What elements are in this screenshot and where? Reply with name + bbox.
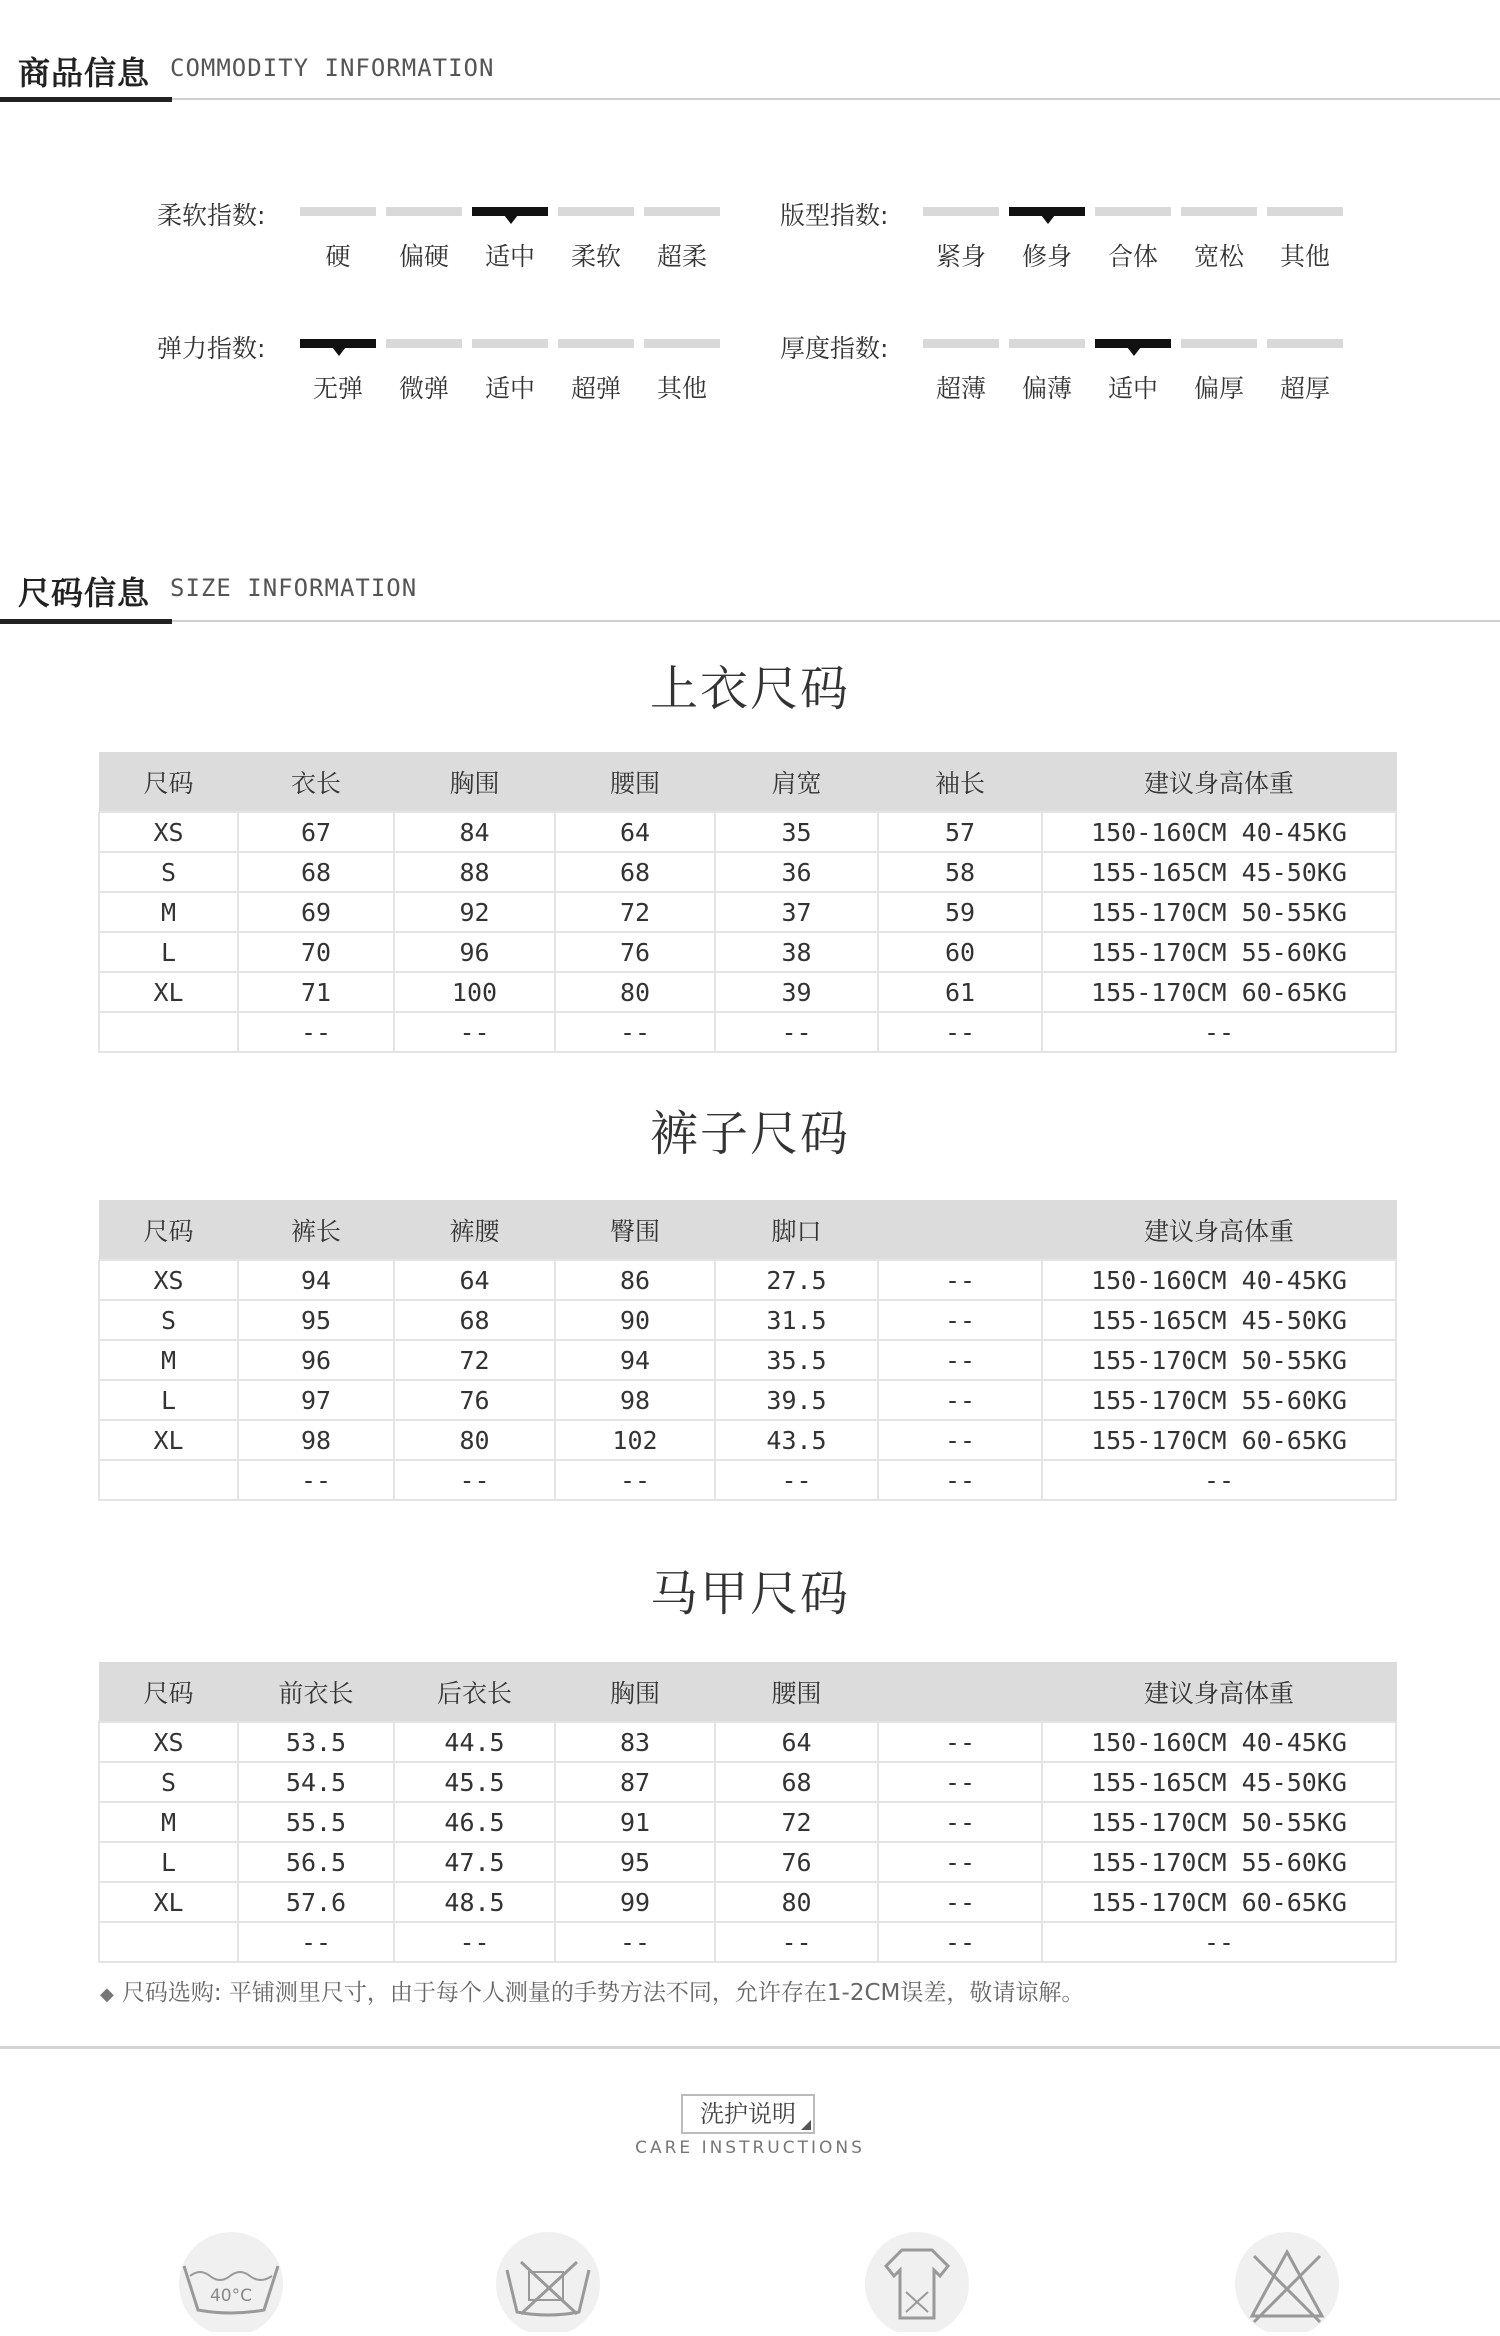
table-cell: 38 [715,932,878,972]
care-divider [0,2046,1500,2049]
table-cell: 31.5 [715,1300,878,1340]
index-scale [923,207,1353,297]
scale-segment-selected [472,207,548,216]
table-cell: 97 [238,1380,394,1420]
header-divider [0,98,1500,100]
scale-segment [386,339,462,348]
table-cell: 57.6 [238,1882,394,1922]
table-title-pants: 裤子尺码 [649,1106,850,1162]
table-cell: 84 [394,812,555,852]
table-row [99,1420,1396,1460]
table-cell: 67 [238,812,394,852]
table-row [99,892,1396,932]
scale-option-label: 紧身 [935,242,986,271]
column-header: 肩宽 [715,753,878,813]
table-cell: 64 [394,1260,555,1300]
table-cell: -- [238,1460,394,1500]
table-cell: -- [878,1340,1042,1380]
table-cell: M [99,1802,238,1842]
table-cell: 96 [238,1340,394,1380]
selected-marker-icon [332,347,346,356]
column-header: 胸围 [555,1663,715,1723]
column-header: 建议身高体重 [1042,1201,1396,1261]
table-cell: 95 [555,1842,715,1882]
table-cell: -- [394,1460,555,1500]
table-cell: -- [878,1762,1042,1802]
table-row [99,1882,1396,1922]
scale-segment-selected [1095,339,1171,348]
table-cell: 155-170CM 60-65KG [1042,972,1396,1012]
table-cell: -- [878,1842,1042,1882]
table-cell: 35 [715,812,878,852]
table-cell: -- [238,1922,394,1962]
table-cell: -- [555,1922,715,1962]
table-title-vest: 马甲尺码 [649,1566,850,1622]
scale-segment [1267,339,1343,348]
table-cell: -- [394,1922,555,1962]
table-cell: 54.5 [238,1762,394,1802]
table-cell: S [99,1300,238,1340]
scale-segment [644,207,720,216]
scale-segment [1267,207,1343,216]
table-cell: 44.5 [394,1722,555,1762]
column-header: 后衣长 [394,1663,555,1723]
table-header-row [99,1201,1396,1261]
size-info-header [0,520,1500,624]
scale-segment [1181,207,1257,216]
table-row [99,972,1396,1012]
index-label: 版型指数: [780,201,889,230]
table-cell: 96 [394,932,555,972]
table-cell [99,1012,238,1052]
column-header: 臀围 [555,1201,715,1261]
table-cell: 88 [394,852,555,892]
table-cell: M [99,892,238,932]
table-cell: 64 [715,1722,878,1762]
scale-segment [1009,339,1085,348]
table-row [99,812,1396,852]
scale-segment [558,207,634,216]
index-scale [300,339,730,429]
table-header-row [99,1663,1396,1723]
column-header: 建议身高体重 [1042,1663,1396,1723]
table-cell: -- [715,1460,878,1500]
table-cell: 80 [394,1420,555,1460]
table-cell: -- [555,1012,715,1052]
table-cell: 72 [555,892,715,932]
commodity-title: 商品信息 [18,54,151,92]
table-cell: 37 [715,892,878,932]
table-cell: L [99,932,238,972]
table-cell: 72 [715,1802,878,1842]
scale-segment-selected [300,339,376,348]
scale-option-label: 合体 [1107,242,1158,271]
table-row [99,1722,1396,1762]
table-cell: 27.5 [715,1260,878,1300]
column-header: 尺码 [99,1201,238,1261]
table-cell: 47.5 [394,1842,555,1882]
no-machine-wash-icon [493,2232,603,2332]
table-cell: -- [878,1802,1042,1842]
scale-option-label: 适中 [1107,374,1158,403]
scale-option-label: 超弹 [570,374,621,403]
scale-segment [1181,339,1257,348]
table-cell: 155-170CM 50-55KG [1042,892,1396,932]
table-cell: XS [99,812,238,852]
table-cell: L [99,1842,238,1882]
table-cell: 58 [878,852,1042,892]
care-subtitle: CARE INSTRUCTIONS [635,2138,865,2158]
table-cell: 150-160CM 40-45KG [1042,1260,1396,1300]
column-header: 裤腰 [394,1201,555,1261]
size-subtitle: SIZE INFORMATION [170,574,418,602]
table-cell: 39 [715,972,878,1012]
scale-option-label: 其他 [1279,242,1330,271]
table-cell: 155-170CM 50-55KG [1042,1802,1396,1842]
table-cell: 155-165CM 45-50KG [1042,1762,1396,1802]
table-cell: -- [878,1420,1042,1460]
table-cell: 68 [555,852,715,892]
table-cell: 76 [394,1380,555,1420]
table-cell: 36 [715,852,878,892]
table-cell: XL [99,1420,238,1460]
scale-option-label: 偏薄 [1021,374,1072,403]
table-cell: 68 [238,852,394,892]
commodity-info-header [0,0,1500,104]
table-cell: XL [99,1882,238,1922]
table-row [99,932,1396,972]
column-header [878,1201,1042,1261]
table-row [99,1842,1396,1882]
table-cell: XL [99,972,238,1012]
size-note [100,1974,1084,2007]
table-cell: 46.5 [394,1802,555,1842]
scale-segment [923,207,999,216]
table-cell: 155-170CM 60-65KG [1042,1882,1396,1922]
table-cell: 100 [394,972,555,1012]
table-cell: -- [878,1922,1042,1962]
table-cell: -- [878,1300,1042,1340]
table-cell: 94 [555,1340,715,1380]
table-cell: -- [1042,1460,1396,1500]
column-header: 脚口 [715,1201,878,1261]
scale-segment [300,207,376,216]
header-accent-bar [0,97,172,102]
table-cell: 94 [238,1260,394,1300]
scale-option-label: 偏硬 [398,242,449,271]
table-cell: 92 [394,892,555,932]
scale-option-label: 无弹 [312,374,363,403]
care-instructions-tab[interactable] [681,2094,815,2134]
table-cell: 155-170CM 50-55KG [1042,1340,1396,1380]
table-cell: 48.5 [394,1882,555,1922]
table-cell: 150-160CM 40-45KG [1042,812,1396,852]
commodity-subtitle: COMMODITY INFORMATION [170,54,495,82]
size-table-pants [98,1200,1397,1501]
table-row [99,1460,1396,1500]
scale-segment-selected [1009,207,1085,216]
table-cell: 76 [555,932,715,972]
index-label: 厚度指数: [780,334,889,363]
table-cell: 80 [715,1882,878,1922]
table-title-top: 上衣尺码 [649,661,850,717]
selected-marker-icon [1127,347,1141,356]
column-header: 裤长 [238,1201,394,1261]
table-cell: -- [555,1460,715,1500]
table-row [99,1260,1396,1300]
table-cell: 91 [555,1802,715,1842]
corner-triangle-icon [801,2120,811,2130]
table-cell: -- [1042,1922,1396,1962]
table-cell: 155-165CM 45-50KG [1042,1300,1396,1340]
table-cell: -- [878,1460,1042,1500]
table-cell: 72 [394,1340,555,1380]
table-row [99,852,1396,892]
table-cell: 76 [715,1842,878,1882]
column-header: 前衣长 [238,1663,394,1723]
table-cell: 69 [238,892,394,932]
table-row [99,1380,1396,1420]
scale-option-label: 超薄 [935,374,986,403]
table-row [99,1922,1396,1962]
table-cell: -- [878,1012,1042,1052]
header-accent-bar [0,619,172,624]
scale-segment [472,339,548,348]
table-cell: -- [878,1882,1042,1922]
table-row [99,1012,1396,1052]
table-cell: 53.5 [238,1722,394,1762]
index-label: 柔软指数: [157,201,266,230]
table-cell: 150-160CM 40-45KG [1042,1722,1396,1762]
table-header-row [99,753,1396,813]
table-cell: 68 [715,1762,878,1802]
scale-option-label: 偏厚 [1193,374,1244,403]
table-cell: 155-170CM 55-60KG [1042,1842,1396,1882]
table-cell: 98 [238,1420,394,1460]
table-cell: -- [394,1012,555,1052]
header-divider [0,620,1500,622]
table-cell: 71 [238,972,394,1012]
scale-option-label: 其他 [656,374,707,403]
column-header: 衣长 [238,753,394,813]
table-cell: 155-170CM 55-60KG [1042,932,1396,972]
table-cell: S [99,1762,238,1802]
table-cell: 86 [555,1260,715,1300]
table-cell: 59 [878,892,1042,932]
column-header: 尺码 [99,753,238,813]
table-cell [99,1922,238,1962]
table-cell: 90 [555,1300,715,1340]
table-cell: 99 [555,1882,715,1922]
do-not-bleach-icon [1232,2232,1342,2332]
table-cell: -- [715,1922,878,1962]
column-header: 尺码 [99,1663,238,1723]
scale-option-label: 硬 [325,242,351,271]
table-cell: 35.5 [715,1340,878,1380]
table-cell: 98 [555,1380,715,1420]
scale-option-label: 适中 [484,374,535,403]
scale-segment [644,339,720,348]
table-cell: -- [715,1012,878,1052]
table-cell: M [99,1340,238,1380]
index-scale [300,207,730,297]
scale-option-label: 超厚 [1279,374,1330,403]
scale-option-label: 修身 [1021,242,1072,271]
column-header: 建议身高体重 [1042,753,1396,813]
scale-segment [1095,207,1171,216]
wash-temp-label: 40°C [209,2286,253,2306]
care-title: 洗护说明 [700,2100,796,2128]
table-cell: -- [878,1260,1042,1300]
table-cell: S [99,852,238,892]
diamond-icon: ◆ [100,1984,114,2005]
selected-marker-icon [504,215,518,224]
table-cell: -- [238,1012,394,1052]
size-table-top [98,752,1397,1053]
table-cell: 68 [394,1300,555,1340]
table-row [99,1300,1396,1340]
column-header: 腰围 [555,753,715,813]
table-cell: 155-170CM 60-65KG [1042,1420,1396,1460]
table-cell: 43.5 [715,1420,878,1460]
size-title: 尺码信息 [18,574,151,612]
table-cell: 45.5 [394,1762,555,1802]
index-label: 弹力指数: [157,334,266,363]
table-cell: 87 [555,1762,715,1802]
column-header [878,1663,1042,1723]
table-cell: 56.5 [238,1842,394,1882]
table-cell: 95 [238,1300,394,1340]
table-cell: XS [99,1260,238,1300]
table-cell: 39.5 [715,1380,878,1420]
table-cell: 60 [878,932,1042,972]
column-header: 胸围 [394,753,555,813]
size-table-vest [98,1662,1397,1963]
scale-segment [558,339,634,348]
table-cell: 83 [555,1722,715,1762]
wash-40c-icon [176,2232,286,2332]
hang-dry-icon [862,2232,972,2332]
table-cell: 80 [555,972,715,1012]
table-cell: -- [1042,1012,1396,1052]
scale-option-label: 超柔 [656,242,707,271]
scale-option-label: 适中 [484,242,535,271]
table-cell: 55.5 [238,1802,394,1842]
table-cell: 155-165CM 45-50KG [1042,852,1396,892]
scale-segment [386,207,462,216]
table-row [99,1802,1396,1842]
table-cell: 61 [878,972,1042,1012]
scale-option-label: 微弹 [398,374,449,403]
table-row [99,1340,1396,1380]
scale-segment [923,339,999,348]
index-scale [923,339,1353,429]
table-cell: XS [99,1722,238,1762]
scale-option-label: 柔软 [570,242,621,271]
column-header: 腰围 [715,1663,878,1723]
column-header: 袖长 [878,753,1042,813]
selected-marker-icon [1041,215,1055,224]
table-cell: 57 [878,812,1042,852]
table-row [99,1762,1396,1802]
table-cell: 70 [238,932,394,972]
size-note-text: 尺码选购: 平铺测里尺寸，由于每个人测量的手势方法不同，允许存在1-2CM误差，敬请谅解。 [121,1980,1085,2006]
table-cell: -- [878,1722,1042,1762]
table-cell: L [99,1380,238,1420]
table-cell: 155-170CM 55-60KG [1042,1380,1396,1420]
table-cell: -- [878,1380,1042,1420]
scale-option-label: 宽松 [1193,242,1244,271]
table-cell: 102 [555,1420,715,1460]
table-cell: 64 [555,812,715,852]
table-cell [99,1460,238,1500]
